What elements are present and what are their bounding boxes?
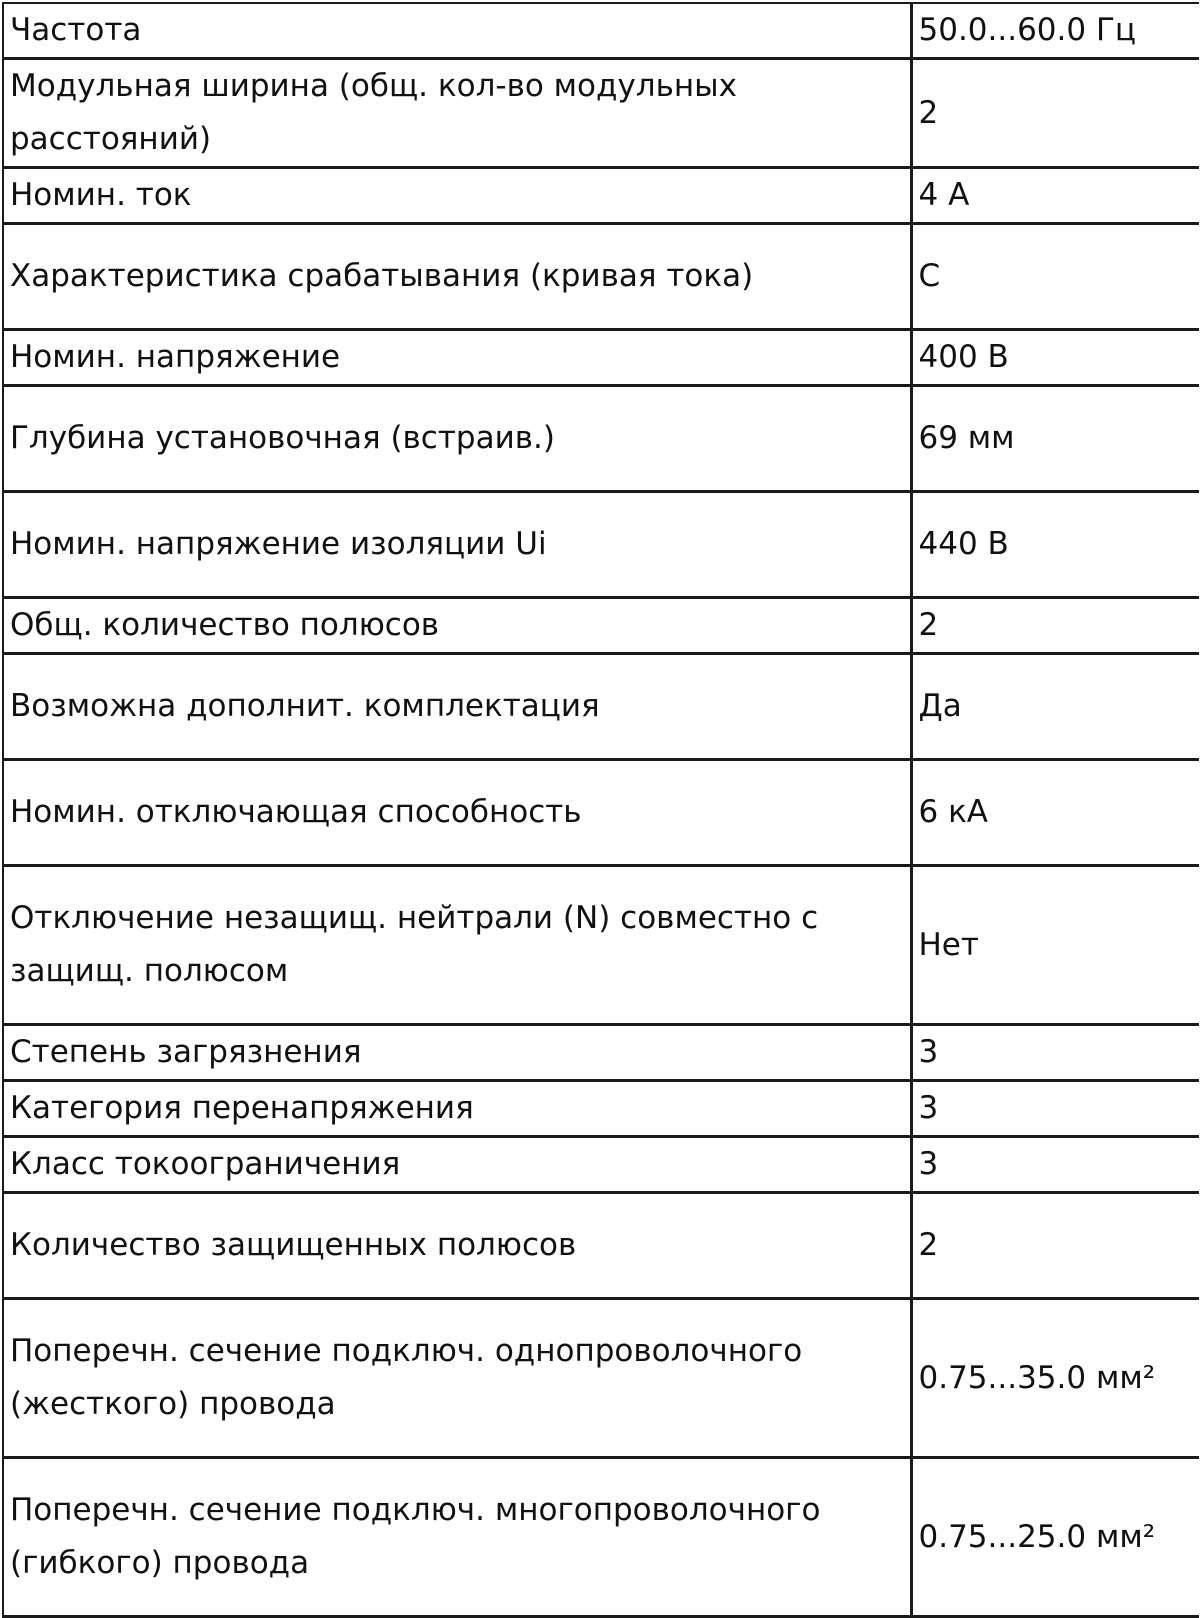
spec-row: [3, 1458, 1199, 1617]
spec-row: [3, 760, 1199, 866]
spec-label: Номин. напряжение: [3, 330, 911, 386]
spec-value: 3: [911, 1137, 1199, 1193]
spec-value: 3: [911, 1081, 1199, 1137]
spec-label: Глубина установочная (встраив.): [3, 386, 911, 492]
spec-label: Отключение незащищ. нейтрали (N) совместно с защищ. полюсом: [3, 866, 911, 1025]
spec-label: Класс токоограничения: [3, 1137, 911, 1193]
spec-value: 3: [911, 1025, 1199, 1081]
spec-label: Номин. отключающая способность: [3, 760, 911, 866]
spec-row: [3, 330, 1199, 386]
spec-label: Количество защищенных полюсов: [3, 1193, 911, 1299]
spec-value: 69 мм: [911, 386, 1199, 492]
spec-label: Категория перенапряжения: [3, 1081, 911, 1137]
spec-value: 50.0...60.0 Гц: [911, 3, 1199, 59]
spec-row: [3, 1081, 1199, 1137]
spec-label: Характеристика срабатывания (кривая тока): [3, 224, 911, 330]
spec-value: 0.75...25.0 мм²: [911, 1458, 1199, 1617]
spec-value: 0.75...35.0 мм²: [911, 1299, 1199, 1458]
spec-row: [3, 654, 1199, 760]
spec-label: Поперечн. сечение подключ. однопроволочного (жесткого) провода: [3, 1299, 911, 1458]
spec-row: [3, 168, 1199, 224]
spec-label: Номин. напряжение изоляции Ui: [3, 492, 911, 598]
spec-table: [2, 2, 1199, 1618]
spec-row: [3, 866, 1199, 1025]
spec-value: Да: [911, 654, 1199, 760]
spec-value: 2: [911, 598, 1199, 654]
spec-row: [3, 386, 1199, 492]
spec-row: [3, 3, 1199, 59]
spec-row: [3, 1299, 1199, 1458]
spec-value: Нет: [911, 866, 1199, 1025]
spec-label: Номин. ток: [3, 168, 911, 224]
spec-value: 6 кА: [911, 760, 1199, 866]
spec-row: [3, 224, 1199, 330]
spec-label: Возможна дополнит. комплектация: [3, 654, 911, 760]
spec-value: 400 В: [911, 330, 1199, 386]
spec-value: 440 В: [911, 492, 1199, 598]
spec-label: Общ. количество полюсов: [3, 598, 911, 654]
spec-label: Поперечн. сечение подключ. многопроволочного (гибкого) провода: [3, 1458, 911, 1617]
spec-row: [3, 1025, 1199, 1081]
spec-label: Модульная ширина (общ. кол-во модульных расстояний): [3, 59, 911, 168]
spec-value: C: [911, 224, 1199, 330]
spec-row: [3, 1193, 1199, 1299]
spec-row: [3, 492, 1199, 598]
spec-row: [3, 59, 1199, 168]
spec-value: 2: [911, 59, 1199, 168]
spec-row: [3, 1137, 1199, 1193]
spec-value: 4 А: [911, 168, 1199, 224]
spec-label: Частота: [3, 3, 911, 59]
spec-table-body: [3, 3, 1199, 1617]
spec-row: [3, 598, 1199, 654]
spec-label: Степень загрязнения: [3, 1025, 911, 1081]
spec-value: 2: [911, 1193, 1199, 1299]
